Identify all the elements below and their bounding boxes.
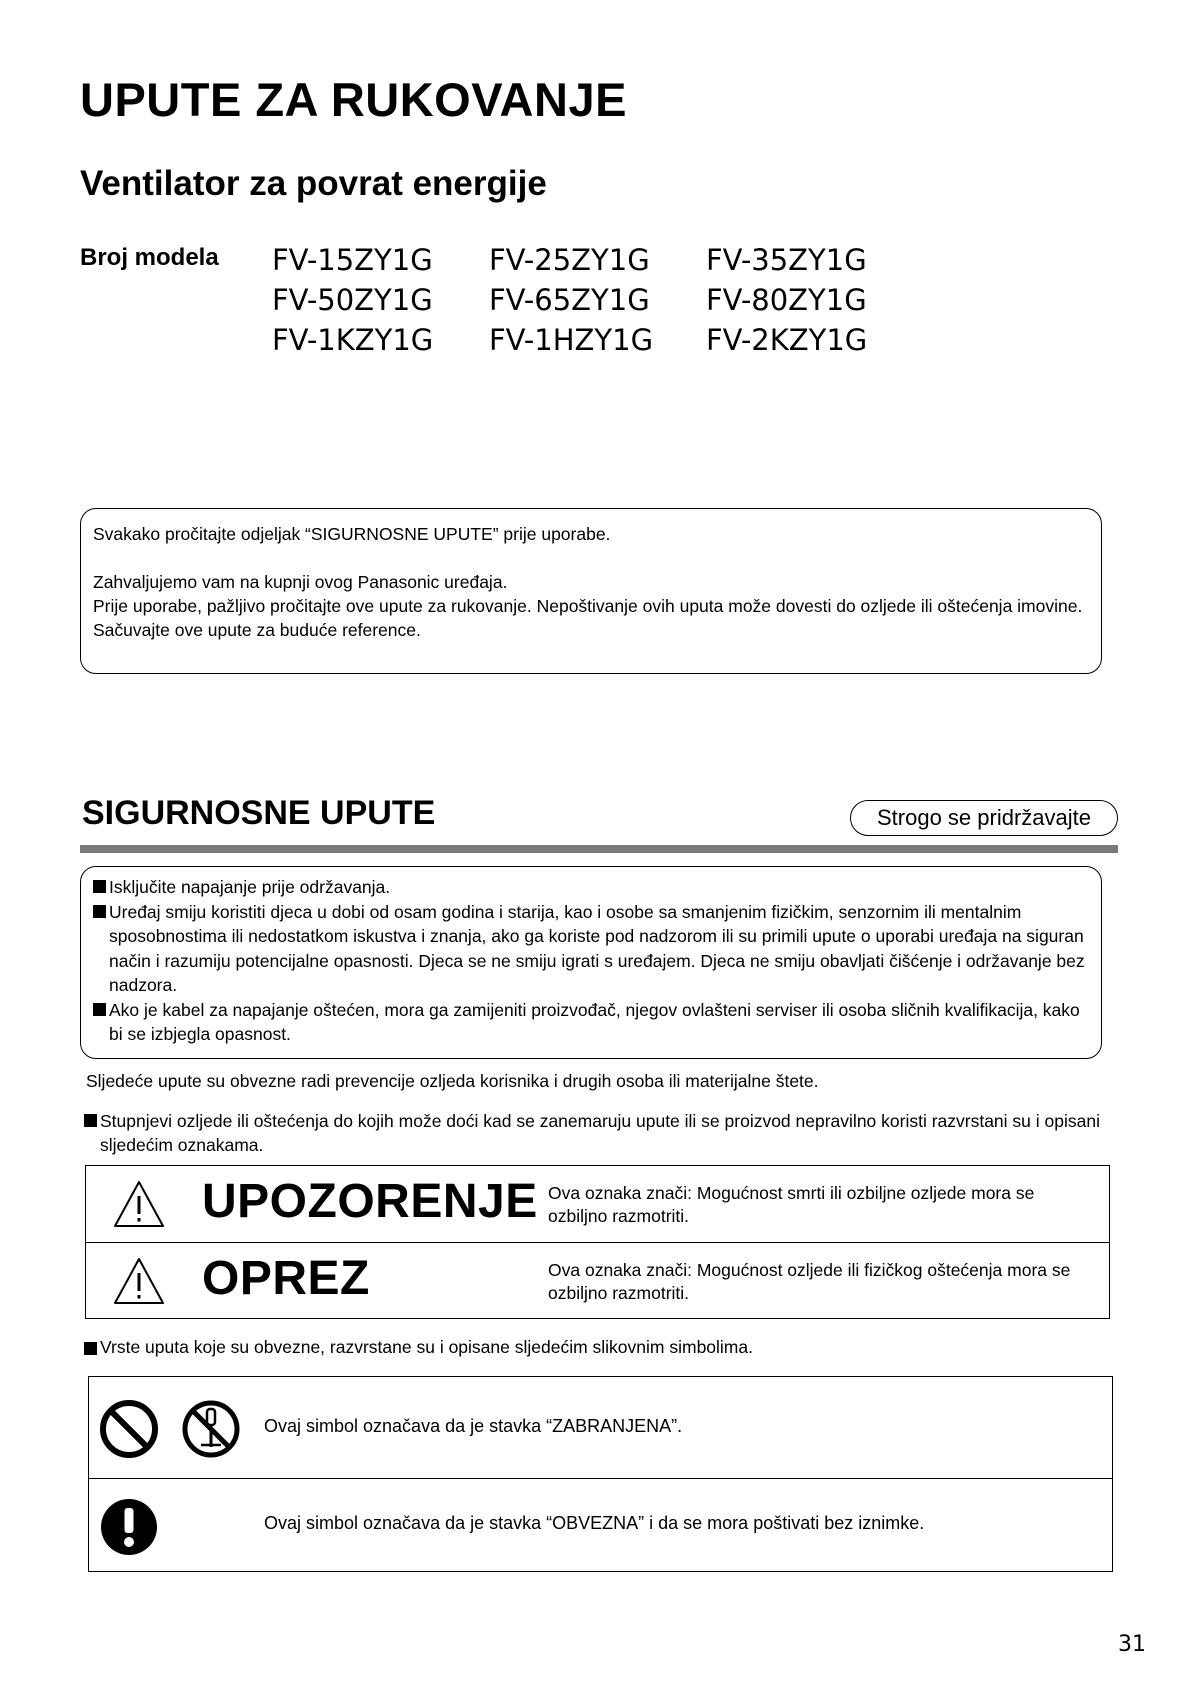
prohibited-icon — [99, 1399, 159, 1459]
intro-thanks: Zahvaljujemo vam na kupnji ovog Panasonic uređaja. — [93, 572, 508, 592]
prohibited-symbol-text: Ovaj simbol označava da je stavka “ZABRANJENA”. — [264, 1416, 683, 1436]
strict-compliance-badge: Strogo se pridržavajte — [850, 800, 1118, 836]
model-number: FV-15ZY1G — [272, 243, 433, 277]
model-number: FV-50ZY1G — [272, 283, 433, 317]
hazard-level-row — [86, 1166, 1109, 1242]
safety-item-text: Ako je kabel za napajanje oštećen, mora ga zamijeniti proizvođač, njegov ovlašteni serviser ili osoba sličnih kvalifikacija, kako bi se izbjegla opasnost. — [109, 999, 1080, 1044]
model-number: FV-35ZY1G — [706, 243, 867, 277]
safety-item-text: Uređaj smiju koristiti djeca u dobi od osam godina i starija, kao i osobe sa smanjenim fizičkim, senzornim ili mentalnim sposobnostima ili nedostatkom iskustva i znanja, ako ga koriste pod nadzorom ili su primili upute o uporabi uređaja na siguran način i razumiju potencijalne opasnosti. Djeca se ne smiju igrati s uređajem. Djeca ne smiju obavljati čišćenje i održavanje bez nadzora. — [109, 901, 1085, 995]
section-divider — [80, 845, 1118, 853]
model-row — [272, 240, 923, 280]
bullet-square-icon — [93, 880, 106, 893]
safety-item — [93, 998, 1087, 1047]
caution-description: Ova oznaka znači: Mogućnost ozljede ili fizičkog oštećenja mora se ozbiljno razmotriti. — [548, 1260, 1071, 1303]
bullet-square-icon — [93, 1003, 106, 1016]
models-label: Broj modela — [80, 244, 219, 271]
mandatory-icon — [99, 1497, 159, 1557]
intro-read-carefully: Prije uporabe, pažljivo pročitajte ove upute za rukovanje. Nepoštivanje ovih uputa može dovesti do ozljede ili oštećenja imovine. — [93, 596, 1083, 616]
levels-intro-text: Stupnjevi ozljede ili oštećenja do kojih može doći kad se zanemaruju upute ili se proizvod nepravilno koristi razvrstani su i opisani sljedećim oznakama. — [100, 1111, 1100, 1155]
hazard-level-row — [86, 1242, 1109, 1319]
warning-label: UPOZORENJE — [202, 1175, 538, 1228]
bullet-square-icon — [84, 1114, 97, 1127]
safety-item-text: Isključite napajanje prije održavanja. — [109, 877, 391, 897]
model-number: FV-1HZY1G — [489, 323, 654, 357]
hazard-levels-table — [85, 1165, 1110, 1319]
model-row — [272, 320, 923, 360]
safety-item — [93, 900, 1087, 998]
page-number: 31 — [1118, 1632, 1146, 1657]
intro-box — [80, 508, 1102, 674]
caution-label: OPREZ — [202, 1252, 370, 1305]
bullet-square-icon — [93, 905, 106, 918]
intro-keep-instructions: Sačuvajte ove upute za buduće reference. — [93, 620, 421, 640]
do-not-disassemble-icon — [181, 1399, 241, 1459]
model-number: FV-65ZY1G — [489, 283, 650, 317]
mandatory-note: Sljedeće upute su obvezne radi prevencije ozljeda korisnika i drugih osoba ili materijalne štete. — [86, 1071, 819, 1091]
bullet-square-icon — [84, 1342, 97, 1355]
safety-box — [80, 866, 1102, 1059]
symbols-intro — [84, 1337, 753, 1358]
symbol-row — [89, 1377, 1112, 1478]
model-row — [272, 280, 923, 320]
model-number: FV-2KZY1G — [706, 323, 868, 357]
safety-section-title: SIGURNOSNE UPUTE — [82, 794, 436, 832]
warning-description: Ova oznaka znači: Mogućnost smrti ili ozbiljne ozljede mora se ozbiljno razmotriti. — [548, 1183, 1035, 1226]
safety-item — [93, 875, 1087, 900]
model-number: FV-80ZY1G — [706, 283, 867, 317]
intro-read-safety: Svakako pročitajte odjeljak “SIGURNOSNE UPUTE” prije uporabe. — [93, 524, 611, 544]
model-number: FV-1KZY1G — [272, 323, 434, 357]
symbol-row — [89, 1478, 1112, 1573]
model-list — [272, 240, 923, 360]
symbols-table — [88, 1376, 1113, 1572]
symbols-intro-text: Vrste uputa koje su obvezne, razvrstane su i opisane sljedećim slikovnim simbolima. — [100, 1337, 753, 1357]
document-title: UPUTE ZA RUKOVANJE — [80, 73, 627, 126]
caution-triangle-icon — [113, 1257, 165, 1305]
warning-triangle-icon — [113, 1180, 165, 1228]
document-subtitle: Ventilator za povrat energije — [80, 164, 547, 203]
levels-intro — [84, 1109, 1104, 1157]
model-number: FV-25ZY1G — [489, 243, 650, 277]
mandatory-symbol-text: Ovaj simbol označava da je stavka “OBVEZNA” i da se mora poštivati bez iznimke. — [264, 1513, 925, 1533]
